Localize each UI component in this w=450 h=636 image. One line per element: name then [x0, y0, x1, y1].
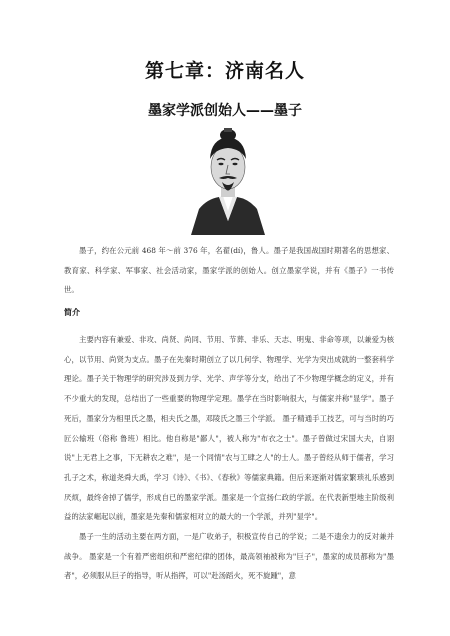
body-paragraph-1: 主要内容有兼爱、非攻、尚贤、尚同、节用、节葬、非乐、天志、明鬼、非命等项，以兼爱为核心，以节用、尚贤为支点。墨子在先秦时期创立了以几何学、物理学、光学为突出成就的一整套科学理论。墨子关于物理学的研究涉及到力学、光学、声学等分支，给出了不少物理学概念的定义，并有不少重大的发现，总结出了一些重要的物理学定理。墨学在当时影响很大，与儒家并称"显学"。墨子死后，墨家分为相里氏之墨，相夫氏之墨，邓陵氏之墨三个学派。 墨子精通手工技艺，可与当时的巧匠公输班（俗称 鲁班）相比。他自称是"鄙人"，被人称为"布衣之士"。墨子曾做过宋国大夫，自诩说"上无君上之事，下无耕农之难"，是一个同情"农与工肆之人"的士人。墨子曾经从师于儒者，学习孔子之术，称道尧舜大禹，学习《诗》、《书》、《春秋》等儒家典籍。但后来逐渐对儒家繁琐礼乐感到厌烦，最终舍掉了儒学，形成自已的墨家学派。墨家是一个宣扬仁政的学派。在代表新型地主阶级利益的法家崛起以前，墨家是先秦和儒家相对立的最大的一个学派，并列"显学"。	[64, 335, 394, 522]
intro-text: 墨子，约在公元前 468 年～前 376 年，名翟(dí)，鲁人。墨子是我国战国时期著名的思想家、教育家、科学家、军事家、社会活动家，墨家学派的创始人。创立墨家学说，并有《墨子》一书传世。	[64, 246, 394, 295]
chapter-title: 第七章：济南名人	[144, 60, 305, 82]
body-text	[64, 330, 394, 586]
body-paragraph-2: 墨子一生的活动主要在两方面，一是广收弟子，积极宣传自己的学说；二是不遗余力的反对兼并战争。 墨家是一个有着严密组织和严密纪律的团体，最高领袖被称为"巨子"，墨家的成员都称为"墨者"，必须服从巨子的指导，听从指挥，可以"赴汤蹈火，死不旋踵"，意	[64, 532, 394, 581]
mozi-portrait	[185, 125, 271, 235]
intro-heading: 简介	[64, 308, 80, 317]
section-title: 墨家学派创始人——墨子	[148, 103, 302, 119]
intro-paragraph	[64, 241, 394, 300]
